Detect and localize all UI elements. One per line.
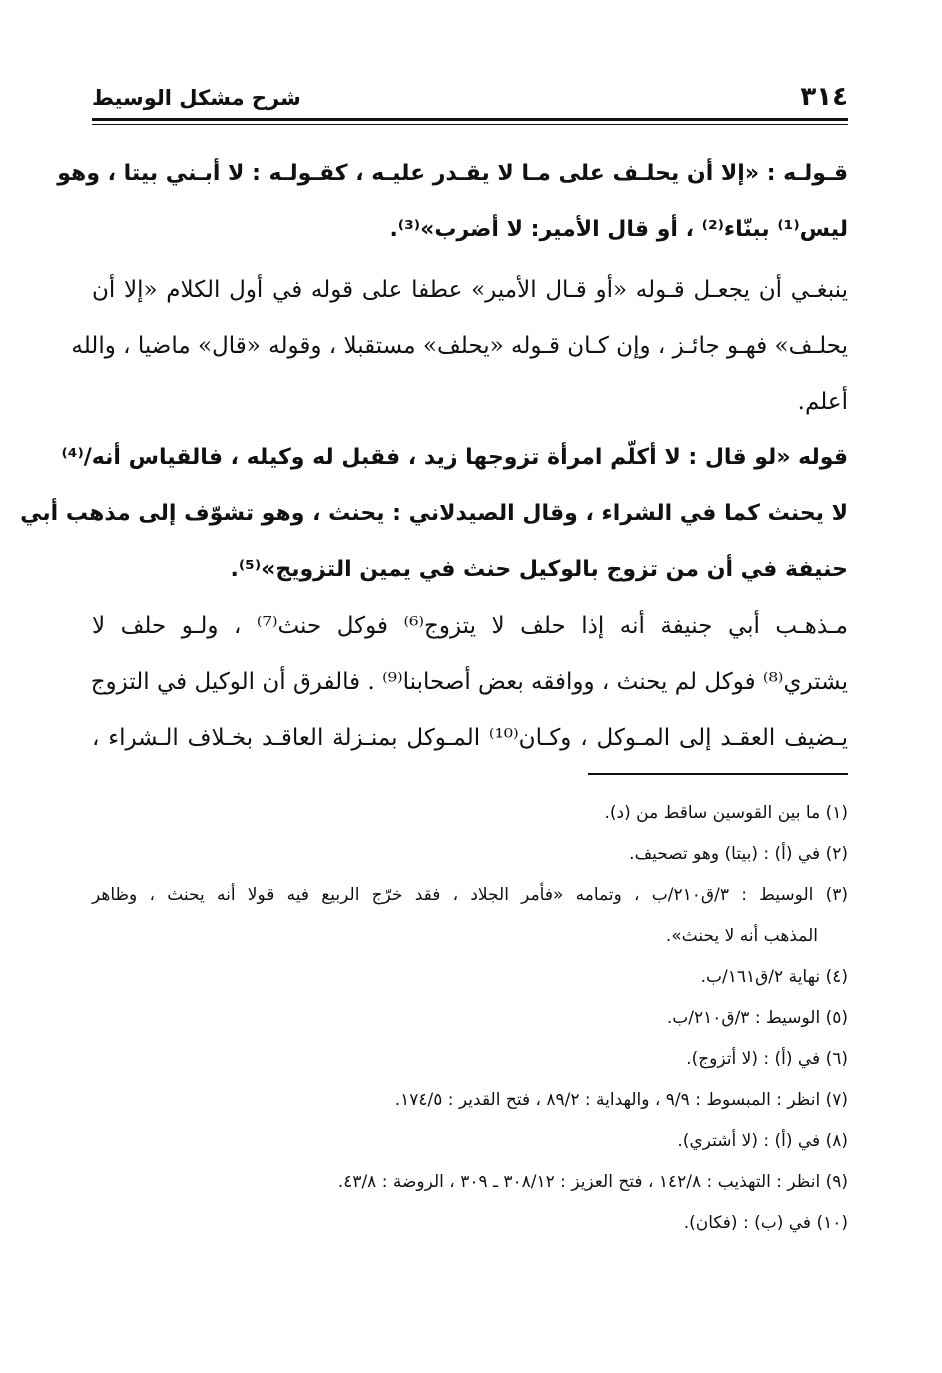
text-line: يشتري⁽⁸⁾ فوكل لم يحنث ، ووافقه بعض أصحابنا⁽⁹⁾ . فالفرق أن الوكيل في التزوج	[90, 669, 848, 695]
footnote: (٣) الوسيط : ٣/ق٢١٠/ب ، وتمامه «فأمر الجلاد ، فقد خرّج الربيع فيه قولا أنه يحنث ، وظاهر	[92, 885, 848, 905]
footnote-continuation: المذهب أنه لا يحنث».	[665, 926, 818, 946]
text-line: حنيفة في أن من تزوج بالوكيل حنث في يمين التزويج»⁽⁵⁾.	[230, 557, 848, 582]
text-line: ينبغـي أن يجعـل قـوله «أو قـال الأمير» عطفا على قوله في أول الكلام «إلا أن	[92, 277, 848, 303]
running-title: شرح مشكل الوسيط	[92, 86, 301, 110]
text-line: أعلم.	[797, 389, 848, 415]
footnote: (٨) في (أ) : (لا أشتري).	[677, 1131, 848, 1151]
footnote: (٥) الوسيط : ٣/ق٢١٠/ب.	[666, 1008, 848, 1028]
footnotes	[92, 793, 848, 1244]
page-number: ٣١٤	[800, 82, 848, 112]
footnote: (١٠) في (ب) : (فكان).	[683, 1213, 848, 1233]
text-line: مـذهـب أبي جنيفة أنه إذا حلف لا يتزوج⁽⁶⁾ فوكل حنث⁽⁷⁾ ، ولـو حلف لا	[92, 613, 848, 639]
text-line: يحلـف» فهـو جائـز ، وإن كـان قـوله «يحلف» مستقبلا ، وقوله «قال» ماضيا ، والله	[71, 333, 848, 359]
footnote: (٩) انظر : التهذيب : ١٤٢/٨ ، فتح العزيز : ٣٠٨/١٢ ـ ٣٠٩ ، الروضة : ٤٣/٨.	[337, 1172, 848, 1192]
text-line: يـضيف العقـد إلى المـوكل ، وكـان⁽¹⁰⁾ المـوكل بمنـزلة العاقـد بخـلاف الـشراء ،	[92, 725, 848, 751]
footnote: (١) ما بين القوسين ساقط من (د).	[604, 803, 848, 823]
header-rule	[92, 118, 848, 121]
text-line: قـولـه : «إلا أن يحلـف على مـا لا يقـدر عليـه ، كقـولـه : لا أبـني بيتا ، وهو	[57, 161, 848, 186]
text-line: لا يحنث كما في الشراء ، وقال الصيدلاني : يحنث ، وهو تشوّف إلى مذهب أبي	[20, 501, 848, 526]
footnote: (٢) في (أ) : (بيتا) وهو تصحيف.	[629, 844, 848, 864]
text-line: ليس⁽¹⁾ ببنّاء⁽²⁾ ، أو قال الأمير: لا أضرب»⁽³⁾.	[389, 217, 848, 242]
text-line: قوله «لو قال : لا أكلّم امرأة تزوجها زيد ، فقبل له وكيله ، فالقياس أنه/⁽⁴⁾	[61, 445, 848, 470]
footnote: (٦) في (أ) : (لا أتزوج).	[686, 1049, 848, 1069]
page-header	[92, 82, 848, 116]
main-text	[20, 146, 848, 766]
header-rule-thin	[92, 124, 848, 125]
footnote: (٤) نهاية ٢/ق١٦١/ب.	[700, 967, 848, 987]
footnote: (٧) انظر : المبسوط : ٩/٩ ، والهداية : ٨٩/٢ ، فتح القدير : ١٧٤/٥.	[394, 1090, 848, 1110]
footnote-separator	[588, 773, 848, 775]
